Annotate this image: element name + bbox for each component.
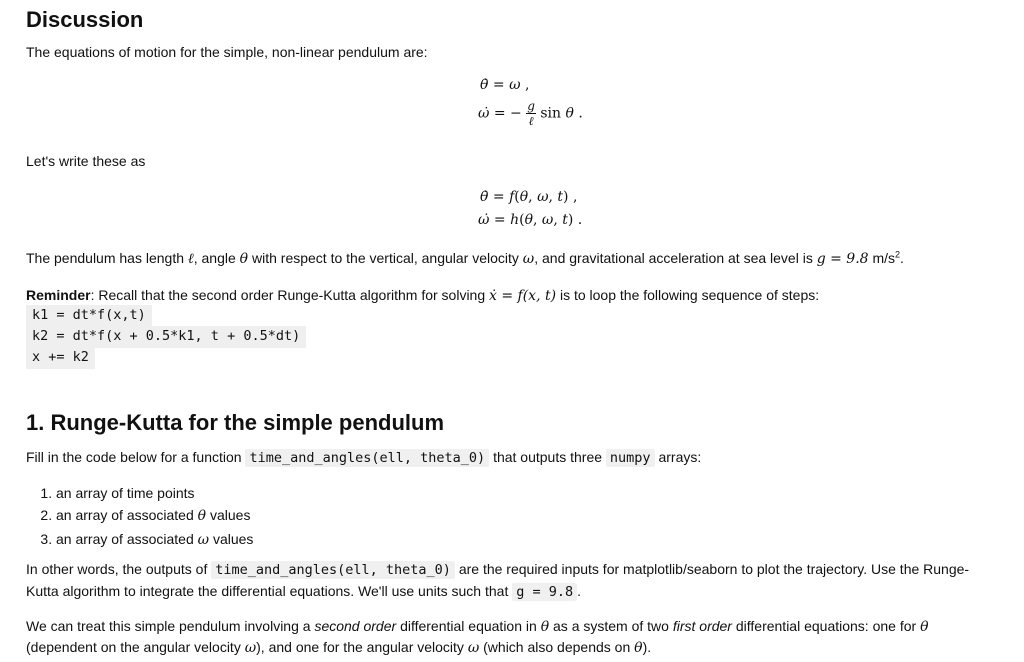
numpy-code: numpy	[606, 449, 655, 467]
func-signature-code: time_and_angles(ell, theta_0)	[245, 449, 489, 467]
reminder-paragraph: Reminder: Recall that the second order Runge-Kutta algorithm for solving ẋ = f(x, t) is to loop the following sequence of steps:	[26, 287, 820, 304]
equation-theta-dot: θ̇ = ω ,	[480, 77, 530, 93]
intro-text: The equations of motion for the simple, non-linear pendulum are:	[26, 44, 428, 60]
pendulum-paragraph: The pendulum has length ℓ, angle θ with respect to the vertical, angular velocity ω, and gravitational acceleration at sea level is g = 9.8 $m/s^2$.	[26, 249, 904, 267]
lets-write-text: Let's write these as	[26, 153, 146, 169]
equation-f: θ̇ = f(θ, ω, t) ,	[480, 189, 578, 205]
discussion-heading: Discussion	[26, 7, 144, 32]
section-heading: 1. Runge-Kutta for the simple pendulum	[26, 410, 445, 435]
g-code: g = 9.8	[512, 583, 577, 601]
code-line-k1: k1 = dt*f(x,t)	[26, 305, 152, 327]
equation-h: ω̇ = h(θ, ω, t) .	[478, 212, 583, 228]
other-words-paragraph: In other words, the outputs of time_and_angles(ell, theta_0) are the required inputs for matplotlib/seaborn to plot the trajectory. Use the Runge-Kutta algorithm to integrate the differential equations. We'll use units such that g = 9.8 .	[26, 561, 970, 600]
code-line-k2: k2 = dt*f(x + 0.5*k1, t + 0.5*dt)	[26, 326, 306, 348]
list-item: 1. an array of time points	[56, 483, 253, 503]
code-line-x: x += k2	[26, 347, 95, 369]
list-item: 2. an array of associated θ values	[56, 505, 253, 526]
equation-omega-dot: ω̇ = − $\frac{g}{\text{ℓ}}$ sin θ .	[478, 99, 583, 128]
output-list	[26, 483, 253, 552]
list-item: 3. an array of associated ω values	[56, 529, 253, 550]
fill-in-paragraph: Fill in the code below for a function time_and_angles(ell, theta_0) that outputs three numpy arrays:	[26, 449, 702, 466]
treat-paragraph: We can treat this simple pendulum involving a second order differential equation in θ as a system of two first order differential equations: one for θ (dependent on the angular velocity ω), and one for the angular velocity ω (which also depends on θ).	[26, 618, 929, 656]
